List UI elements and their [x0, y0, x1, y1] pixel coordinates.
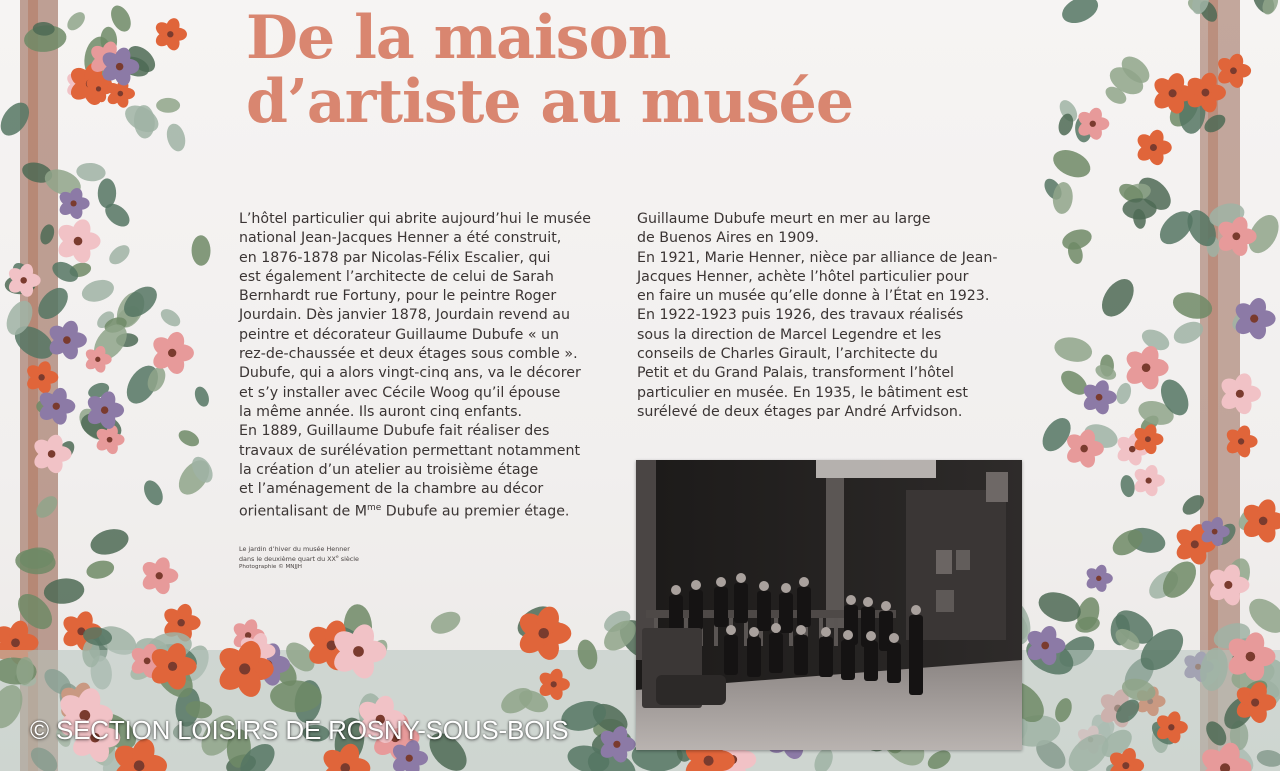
panel-title — [246, 3, 926, 137]
flower-shape — [1132, 463, 1165, 498]
caption-credit: Photographie © MNJJH — [239, 564, 302, 571]
text-line: travaux de surélévation permettant notamment — [239, 442, 581, 459]
text-line: Petit et du Grand Palais, transforment l’hôtel — [637, 365, 954, 382]
caption-line-2 — [239, 554, 439, 564]
copyright-watermark: © SECTION LOISIRS DE ROSNY-SOUS-BOIS — [30, 715, 569, 745]
text-line: et l’aménagement de la chambre au décor — [239, 481, 544, 498]
caption-line-1: Le jardin d’hiver du musée Henner — [239, 545, 350, 553]
leaf-shape — [64, 9, 88, 34]
leaf-shape — [1052, 334, 1094, 365]
text-line: rez-de-chaussée et deux étages sous comble ». — [239, 346, 578, 363]
leaf-shape — [140, 477, 166, 508]
text-line: la création d’un atelier au troisième étage — [239, 461, 539, 478]
leaf-shape — [85, 558, 116, 581]
text-line: En 1922-1923 puis 1926, des travaux réalisés — [637, 307, 964, 324]
text-line: Jourdain. Dès janvier 1878, Jourdain revend au — [239, 307, 570, 324]
text-line: sous la direction de Marcel Legendre et les — [637, 326, 942, 343]
leaf-shape — [176, 427, 202, 450]
leaf-shape — [156, 98, 180, 113]
text-line: En 1921, Marie Henner, nièce par alliance de Jean- — [637, 249, 998, 266]
photo-caption — [239, 545, 439, 572]
leaf-shape — [88, 525, 132, 559]
text-line: particulier en musée. En 1935, le bâtiment est — [637, 384, 968, 401]
leaf-shape — [1074, 615, 1102, 635]
text-line: conseils de Charles Girault, l’architecte du — [637, 346, 938, 363]
leaf-shape — [76, 162, 107, 183]
text-line-last — [239, 499, 624, 522]
leaf-shape — [1095, 273, 1140, 322]
text-line: En 1889, Guillaume Dubufe fait réaliser des — [239, 423, 550, 440]
last-line-start: orientalisant de M — [239, 504, 367, 521]
leaf-shape — [192, 385, 211, 409]
text-line: en 1876-1878 par Nicolas-Félix Escalier, qui — [239, 249, 551, 266]
leaf-shape — [1119, 474, 1136, 498]
leaf-shape — [1122, 198, 1156, 219]
text-line: de Buenos Aires en 1909. — [637, 230, 819, 247]
text-line: et s’y installer avec Cécile Woog qu’il épouse — [239, 384, 561, 401]
text-line: Jacques Henner, achète l’hôtel particulier pour — [637, 268, 969, 285]
text-column-1 — [239, 210, 624, 522]
leaf-shape — [191, 235, 210, 266]
caption-line-2-start: dans le deuxième quart du XX — [239, 554, 336, 563]
text-line: est également l’architecte de celui de Sarah — [239, 268, 554, 285]
flower-shape — [55, 217, 101, 265]
historical-photograph — [636, 460, 1022, 750]
person-figure — [909, 605, 923, 695]
leaf-shape — [1060, 226, 1095, 253]
madame-superscript: me — [366, 503, 382, 514]
flower-shape — [153, 16, 187, 52]
baluster — [834, 618, 838, 646]
text-line: L’hôtel particulier qui abrite aujourd’hui le musée — [239, 211, 592, 227]
caption-line-2-end: siècle — [338, 554, 359, 563]
leaf-shape — [164, 122, 188, 154]
text-line: surélevé de deux étages par André Arfvidson. — [637, 403, 963, 420]
title-line-1: De la maison — [246, 3, 671, 73]
text-line: Dubufe, qui a alors vingt-cinq ans, va le décorer — [239, 365, 581, 382]
text-line: la même année. Ils auront cinq enfants. — [239, 403, 523, 420]
flower-shape — [1123, 344, 1169, 392]
leaf-shape — [427, 607, 464, 638]
text-column-2 — [637, 210, 1017, 422]
text-line: peintre et décorateur Guillaume Dubufe « un — [239, 326, 560, 343]
leaf-shape — [98, 178, 117, 208]
leaf-shape — [79, 276, 116, 305]
leaf-shape — [106, 241, 134, 268]
leaf-shape — [1114, 381, 1134, 406]
text-line: Bernhardt rue Fortuny, pour le peintre Roger — [239, 288, 557, 305]
last-line-end: Dubufe au premier étage. — [381, 504, 570, 521]
title-line-2: d’artiste au musée — [246, 67, 854, 137]
text-line: en faire un musée qu’elle donne à l’État en 1923. — [637, 288, 990, 305]
text-line: Guillaume Dubufe meurt en mer au large — [637, 211, 931, 227]
leaf-shape — [1058, 0, 1102, 28]
leaf-shape — [1049, 145, 1095, 183]
flower-shape — [1084, 563, 1113, 593]
leaf-shape — [158, 306, 184, 330]
century-superscript: e — [335, 554, 339, 560]
text-line: national Jean-Jacques Henner a été construit, — [239, 230, 562, 247]
flower-shape — [1134, 128, 1171, 167]
